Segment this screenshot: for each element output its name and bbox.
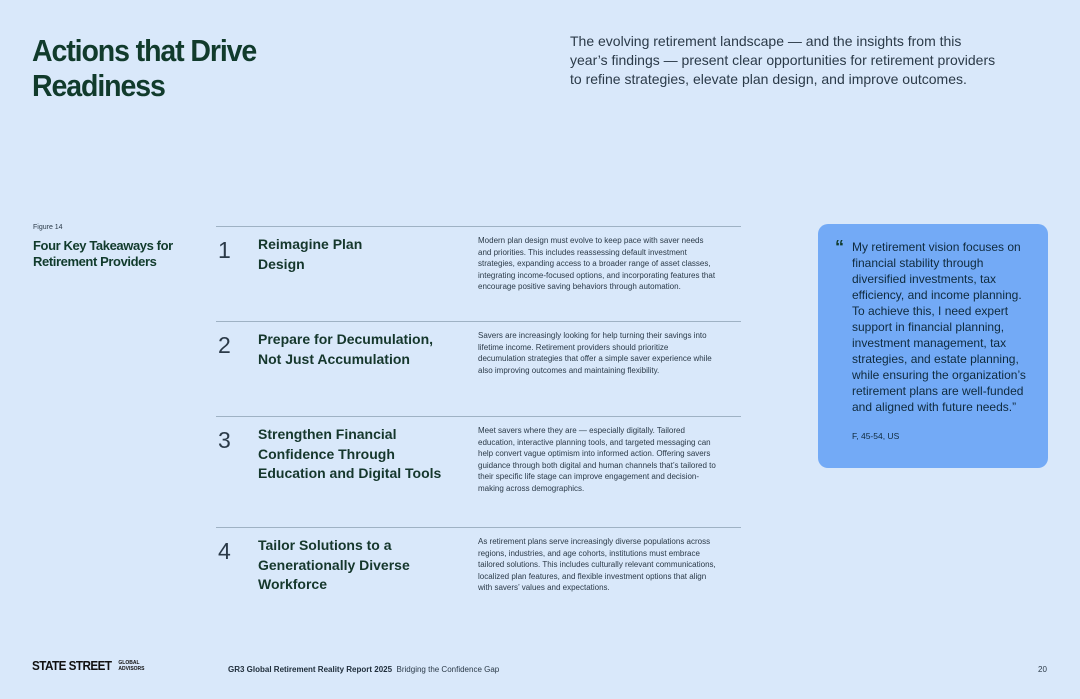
quote-attribution: F, 45-54, US	[852, 431, 900, 441]
takeaway-description: Savers are increasingly looking for help turning their savings into lifetime income. Retirement providers should prioritize decumulation strategies that offer a simple saver experience while also improving outcomes and maintaining flexibility.	[478, 331, 712, 375]
quote-mark-icon: “	[835, 237, 844, 257]
logo-subtitle-line-2: ADVISORS	[118, 665, 145, 672]
takeaway-description: Modern plan design must evolve to keep pace with saver needs and priorities. This includes reassessing default investment strategies, expanding access to a broader range of asset classes, integrating income-focused options, and incorporating features that encourage positive saving behaviors through automation.	[478, 236, 716, 292]
page-number: 20	[1038, 665, 1047, 674]
report-subtitle: Bridging the Confidence Gap	[396, 665, 500, 674]
takeaway-title: Prepare for Decumulation, Not Just Accumulation	[258, 331, 434, 367]
figure-title: Four Key Takeaways for Retirement Providers	[33, 238, 173, 269]
report-name: GR3 Global Retirement Reality Report 2025	[228, 665, 393, 674]
figure-label: Figure 14	[33, 224, 63, 231]
logo-subtitle	[118, 660, 144, 672]
quote-text: My retirement vision focuses on financial stability through diversified investments, tax efficiency, and income planning. To achieve this, I need expert support in financial planning, investment management, tax strategies, and estate planning, while ensuring the organization’s retirement plans are well-funded and aligned with future needs.”	[852, 240, 1026, 414]
takeaway-number: 1	[218, 237, 231, 263]
takeaway-item-1	[216, 226, 741, 322]
takeaway-title: Tailor Solutions to a Generationally Diverse Workforce	[258, 537, 410, 592]
takeaway-title: Strengthen Financial Confidence Through Education and Digital Tools	[258, 426, 442, 481]
takeaway-item-3	[216, 416, 741, 528]
logo-wordmark: STATE STREET	[32, 658, 112, 673]
takeaway-number: 3	[218, 427, 231, 453]
page-title: Actions that Drive Readiness	[32, 33, 257, 103]
logo-subtitle-line-1: GLOBAL	[118, 659, 140, 666]
footer-report-title	[228, 665, 499, 674]
takeaway-description: Meet savers where they are — especially digitally. Tailored education, interactive planning tools, and targeted messaging can help convert vague optimism into informed action. Offering savers guidance through both digital and human channels that’s tailored to their specific life stage can improve engagement and decision-making across demographics.	[478, 426, 716, 493]
takeaway-number: 2	[218, 332, 231, 358]
takeaway-item-4	[216, 527, 741, 618]
state-street-logo	[32, 658, 145, 673]
takeaway-description: As retirement plans serve increasingly diverse populations across regions, industries, and age cohorts, institutions must embrace tailored solutions. This includes culturally relevant communications, localized plan features, and flexible investment options that align with savers’ values and expectations.	[478, 537, 716, 593]
intro-text: The evolving retirement landscape — and the insights from this year’s findings — present clear opportunities for retirement providers to refine strategies, elevate plan design, and improve outcomes.	[570, 33, 996, 87]
takeaway-number: 4	[218, 538, 231, 564]
takeaway-title: Reimagine Plan Design	[258, 236, 363, 272]
takeaway-item-2	[216, 321, 741, 417]
quote-card	[818, 224, 1048, 468]
